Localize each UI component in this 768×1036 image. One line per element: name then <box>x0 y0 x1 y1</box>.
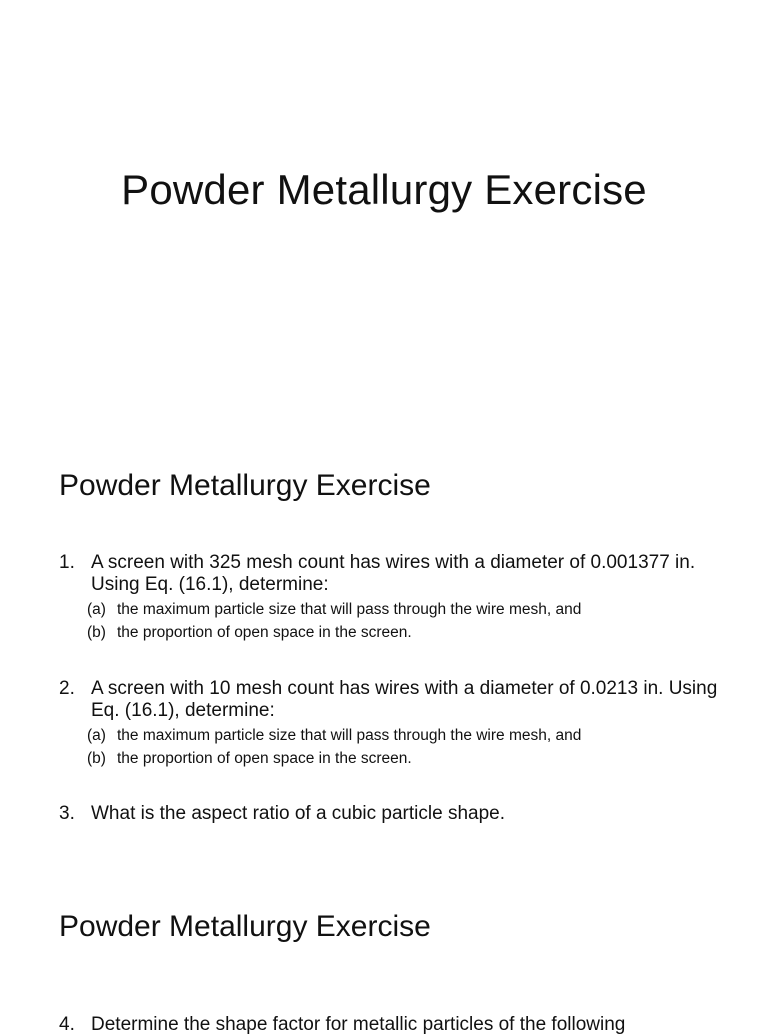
question-part <box>87 747 719 770</box>
slide3-heading: Powder Metallurgy Exercise <box>59 910 431 943</box>
slide2-heading: Powder Metallurgy Exercise <box>59 469 431 502</box>
part-label: (a) <box>87 727 106 744</box>
question-number: 2. <box>59 678 75 699</box>
question-3 <box>59 803 719 825</box>
part-text: the proportion of open space in the screen. <box>117 750 412 767</box>
question-number: 1. <box>59 552 75 573</box>
question-text: A screen with 10 mesh count has wires with a diameter of 0.0213 in. Using Eq. (16.1), determine: <box>91 678 718 721</box>
question-4 <box>59 1014 719 1036</box>
slide1-title: Powder Metallurgy Exercise <box>121 166 647 213</box>
question-text: Determine the shape factor for metallic particles of the following <box>91 1014 626 1035</box>
part-text: the maximum particle size that will pass through the wire mesh, and <box>117 601 582 618</box>
question-2 <box>59 678 719 770</box>
question-number: 4. <box>59 1014 75 1035</box>
part-label: (b) <box>87 750 106 767</box>
question-part <box>87 724 719 747</box>
question-part <box>87 621 719 644</box>
part-label: (a) <box>87 601 106 618</box>
question-text: A screen with 325 mesh count has wires with a diameter of 0.001377 in. Using Eq. (16.1), determine: <box>91 552 696 595</box>
question-text: What is the aspect ratio of a cubic particle shape. <box>91 803 505 824</box>
part-text: the maximum particle size that will pass through the wire mesh, and <box>117 727 582 744</box>
question-part <box>87 598 719 621</box>
part-text: the proportion of open space in the screen. <box>117 624 412 641</box>
question-number: 3. <box>59 803 75 824</box>
question-parts <box>59 724 719 770</box>
part-label: (b) <box>87 624 106 641</box>
question-parts <box>59 598 719 644</box>
question-1 <box>59 552 719 644</box>
